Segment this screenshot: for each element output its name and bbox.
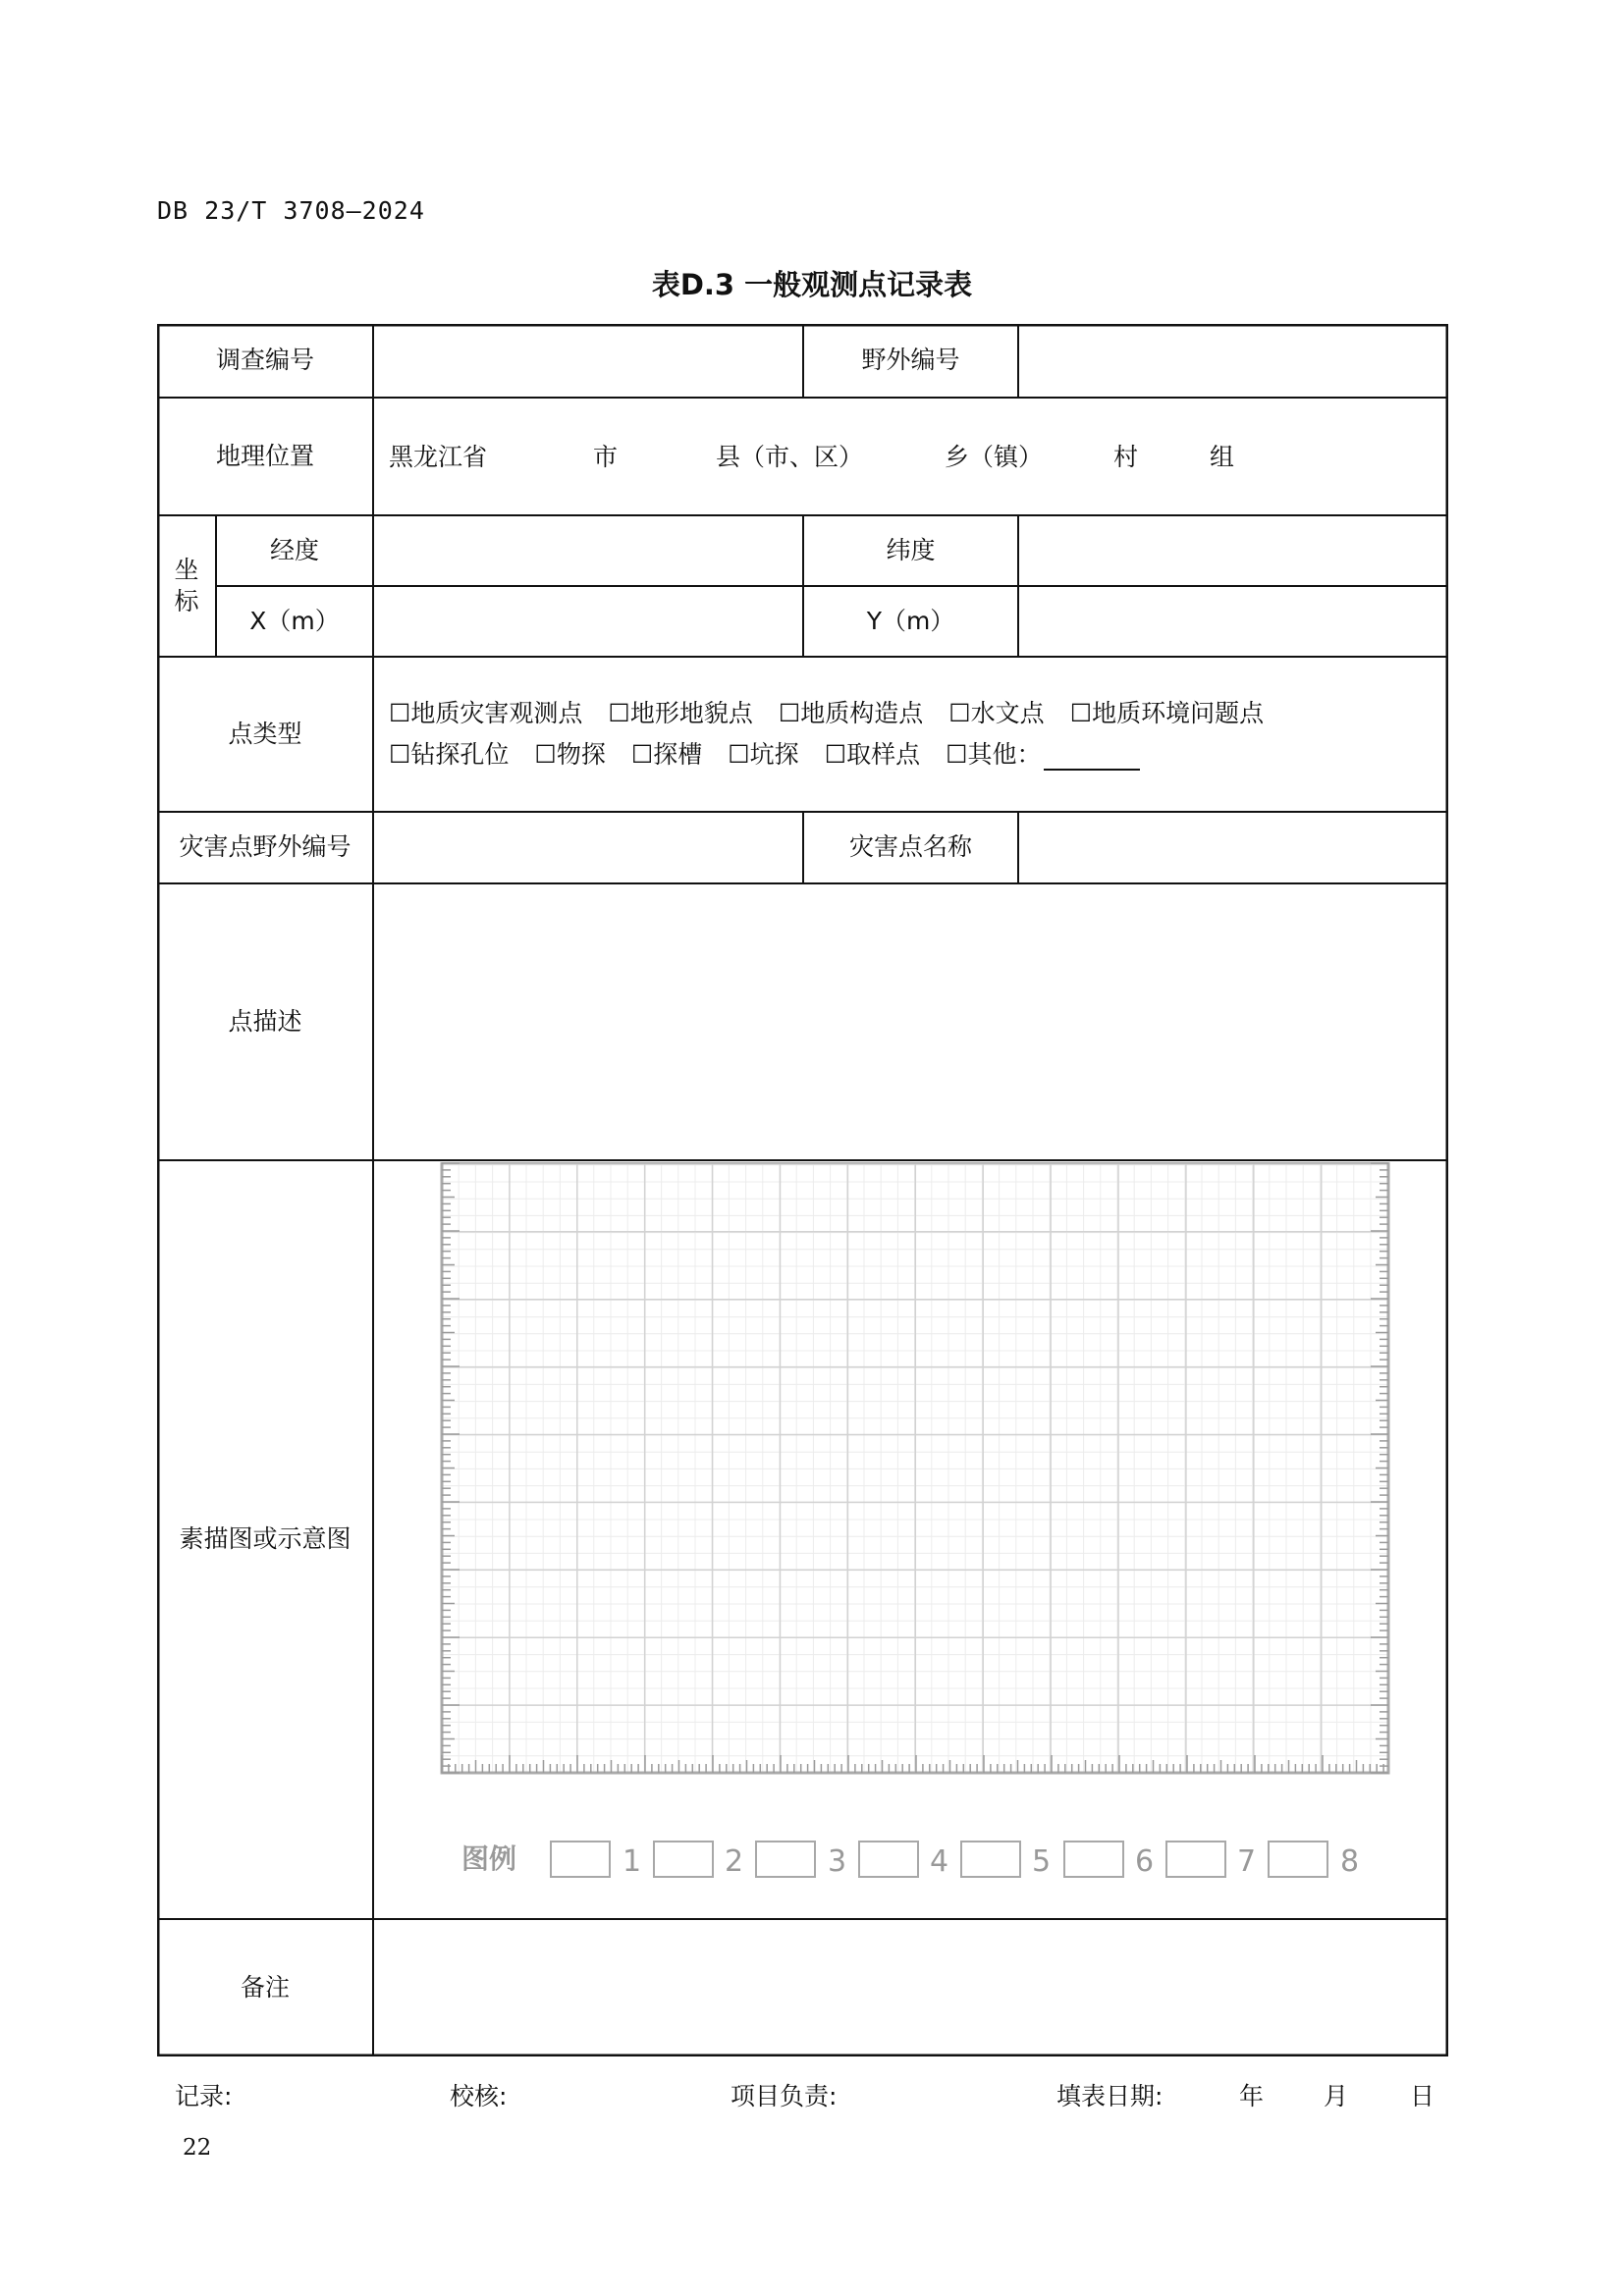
latitude-field[interactable] (1020, 517, 1445, 585)
option-drill-hole[interactable]: ☐钻探孔位 (389, 740, 510, 769)
hazard-name-label: 灾害点名称 (848, 832, 972, 862)
point-description-label: 点描述 (228, 1006, 302, 1036)
legend-number: 2 (725, 1844, 744, 1879)
legend-box[interactable] (961, 1842, 1020, 1877)
table-title: 表D.3 一般观测点记录表 (651, 268, 973, 301)
date-label: 填表日期: (1056, 2082, 1164, 2110)
day-label: 日 (1410, 2082, 1435, 2110)
survey-number-label: 调查编号 (215, 346, 314, 375)
option-other-label: ☐其他： (946, 740, 1042, 769)
other-blank-line[interactable] (1044, 745, 1140, 771)
legend-box[interactable] (756, 1842, 815, 1877)
field-number-label: 野外编号 (861, 346, 960, 375)
option-geophysics[interactable]: ☐物探 (534, 740, 606, 769)
location-group: 组 (1210, 442, 1235, 471)
y-coordinate-label: Y（m） (866, 606, 955, 635)
legend-box[interactable] (654, 1842, 713, 1877)
y-coordinate-field[interactable] (1020, 588, 1445, 656)
legend-box[interactable] (1064, 1842, 1123, 1877)
option-sampling[interactable]: ☐取样点 (824, 740, 921, 769)
location-province: 黑龙江省 (389, 442, 488, 471)
x-coordinate-field[interactable] (375, 588, 801, 656)
location-county: 县（市、区） (716, 442, 864, 471)
legend-box[interactable] (551, 1842, 610, 1877)
legend (461, 1842, 1359, 1879)
standard-code: DB 23/T 3708—2024 (157, 196, 425, 225)
location-village: 村 (1113, 442, 1139, 471)
option-trench[interactable]: ☐探槽 (630, 740, 703, 769)
coordinate-label-char-1: 坐 (174, 555, 199, 584)
legend-number: 8 (1340, 1844, 1360, 1879)
field-number-field[interactable] (1020, 326, 1445, 397)
geo-location-field[interactable] (375, 400, 1445, 514)
year-label: 年 (1239, 2082, 1265, 2110)
sketch-label: 素描图或示意图 (179, 1524, 352, 1554)
point-type-label: 点类型 (228, 719, 302, 748)
option-pit[interactable]: ☐坑探 (728, 740, 799, 769)
legend-number: 6 (1135, 1844, 1155, 1879)
legend-label: 图例 (461, 1842, 517, 1875)
coordinate-label-char-2: 标 (174, 587, 199, 615)
hazard-name-field[interactable] (1020, 814, 1445, 882)
longitude-field[interactable] (375, 517, 801, 585)
month-label: 月 (1324, 2082, 1349, 2110)
sketch-grid-area[interactable] (375, 1162, 1445, 1917)
project-lead-label: 项目负责: (731, 2082, 838, 2110)
option-env-problem[interactable]: ☐地质环境问题点 (1069, 699, 1265, 727)
survey-number-field[interactable] (375, 326, 801, 397)
option-other[interactable] (946, 735, 1164, 771)
option-landform[interactable]: ☐地形地貌点 (608, 699, 753, 727)
remarks-label: 备注 (240, 1972, 290, 2002)
option-hydrology[interactable]: ☐水文点 (948, 699, 1045, 727)
legend-number: 5 (1032, 1844, 1052, 1879)
observation-record-form (157, 324, 1448, 2056)
location-township: 乡（镇） (945, 442, 1044, 471)
legend-box[interactable] (1166, 1842, 1225, 1877)
page-number: 22 (183, 2135, 212, 2161)
legend-box[interactable] (859, 1842, 918, 1877)
option-hazard-observation[interactable]: ☐地质灾害观测点 (389, 699, 583, 727)
sketch-grid (442, 1162, 1388, 1773)
legend-number: 4 (930, 1844, 949, 1879)
option-structure[interactable]: ☐地质构造点 (778, 699, 924, 727)
point-type-options (389, 657, 1439, 812)
latitude-label: 纬度 (886, 535, 936, 564)
x-coordinate-label: X（m） (249, 606, 340, 635)
point-description-field[interactable] (375, 885, 1445, 1159)
legend-number: 3 (828, 1844, 847, 1879)
legend-number: 1 (623, 1844, 642, 1879)
legend-number: 7 (1237, 1844, 1257, 1879)
coordinate-label (157, 515, 216, 657)
checker-label: 校核: (450, 2082, 508, 2110)
hazard-field-number-label: 灾害点野外编号 (179, 832, 352, 862)
hazard-field-number-field[interactable] (375, 814, 801, 882)
geo-location-label: 地理位置 (215, 441, 314, 470)
location-city: 市 (593, 442, 619, 471)
legend-box[interactable] (1269, 1842, 1327, 1877)
remarks-field[interactable] (375, 1921, 1445, 2055)
longitude-label: 经度 (269, 535, 319, 564)
recorder-label: 记录: (175, 2082, 233, 2110)
